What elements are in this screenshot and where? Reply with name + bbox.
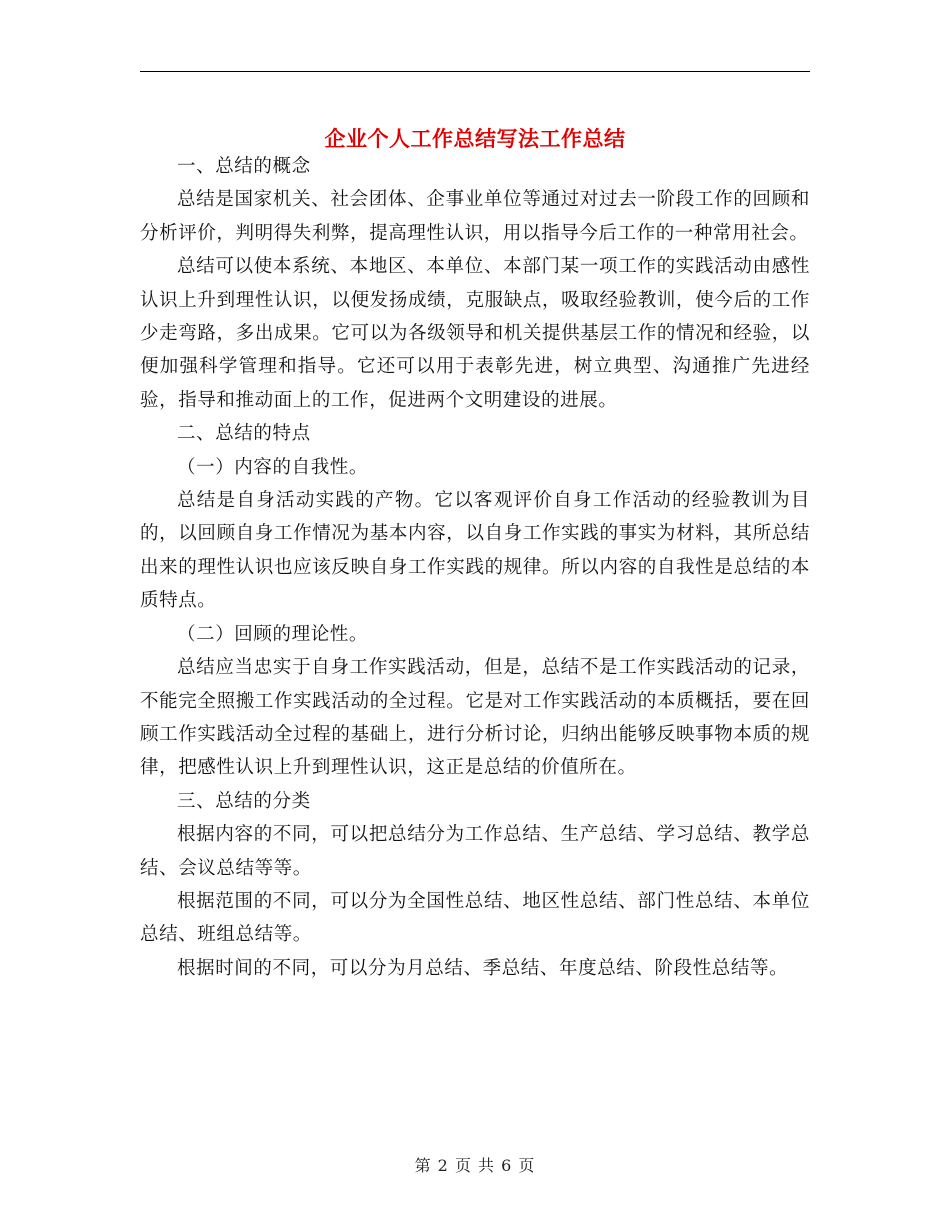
page-number: 第 2 页 共 6 页 <box>414 1156 536 1175</box>
subheading-self-content: （一）内容的自我性。 <box>177 456 369 478</box>
header-rule <box>140 71 810 72</box>
document-title: 企业个人工作总结写法工作总结 <box>324 126 626 152</box>
paragraph: 总结应当忠实于自身工作实践活动，但是，总结不是工作实践活动的记录，不能完全照搬工作实践活动的全过程。它是对工作实践活动的本质概括，要在回顾工作实践活动全过程的基础上，进行分析讨论，归纳出能够反映事物本质的规律，把感性认识上升到理性认识，这正是总结的价值所在。 <box>140 657 810 779</box>
section-heading-concept: 一、总结的概念 <box>177 156 311 177</box>
paragraph: 根据范围的不同，可以分为全国性总结、地区性总结、部门性总结、本单位总结、班组总结等。 <box>140 890 810 946</box>
section-heading-features: 二、总结的特点 <box>177 423 311 445</box>
paragraph: 根据时间的不同，可以分为月总结、季总结、年度总结、阶段性总结等。 <box>177 957 789 979</box>
paragraph: 总结可以使本系统、本地区、本单位、本部门某一项工作的实践活动由感性认识上升到理性认识，以便发扬成绩，克服缺点，吸取经验教训，使今后的工作少走弯路，多出成果。它可以为各级领导和机关提供基层工作的情况和经验，以便加强科学管理和指导。它还可以用于表彰先进，树立典型、沟通推广先进经验，指导和推动面上的工作，促进两个文明建设的进展。 <box>140 256 810 411</box>
section-heading-classification: 三、总结的分类 <box>177 790 311 812</box>
paragraph: 总结是国家机关、社会团体、企事业单位等通过对过去一阶段工作的回顾和分析评价，判明得失利弊，提高理性认识，用以指导今后工作的一种常用社会。 <box>140 189 810 244</box>
paragraph: 总结是自身活动实践的产物。它以客观评价自身工作活动的经验教训为目的，以回顾自身工作情况为基本内容，以自身工作实践的事实为材料，其所总结出来的理性认识也应该反映自身工作实践的规律。所以内容的自我性是总结的本质特点。 <box>140 490 810 612</box>
paragraph: 根据内容的不同，可以把总结分为工作总结、生产总结、学习总结、教学总结、会议总结等等。 <box>140 824 810 879</box>
subheading-theoretical-review: （二）回顾的理论性。 <box>177 623 369 645</box>
document-body <box>140 150 810 985</box>
